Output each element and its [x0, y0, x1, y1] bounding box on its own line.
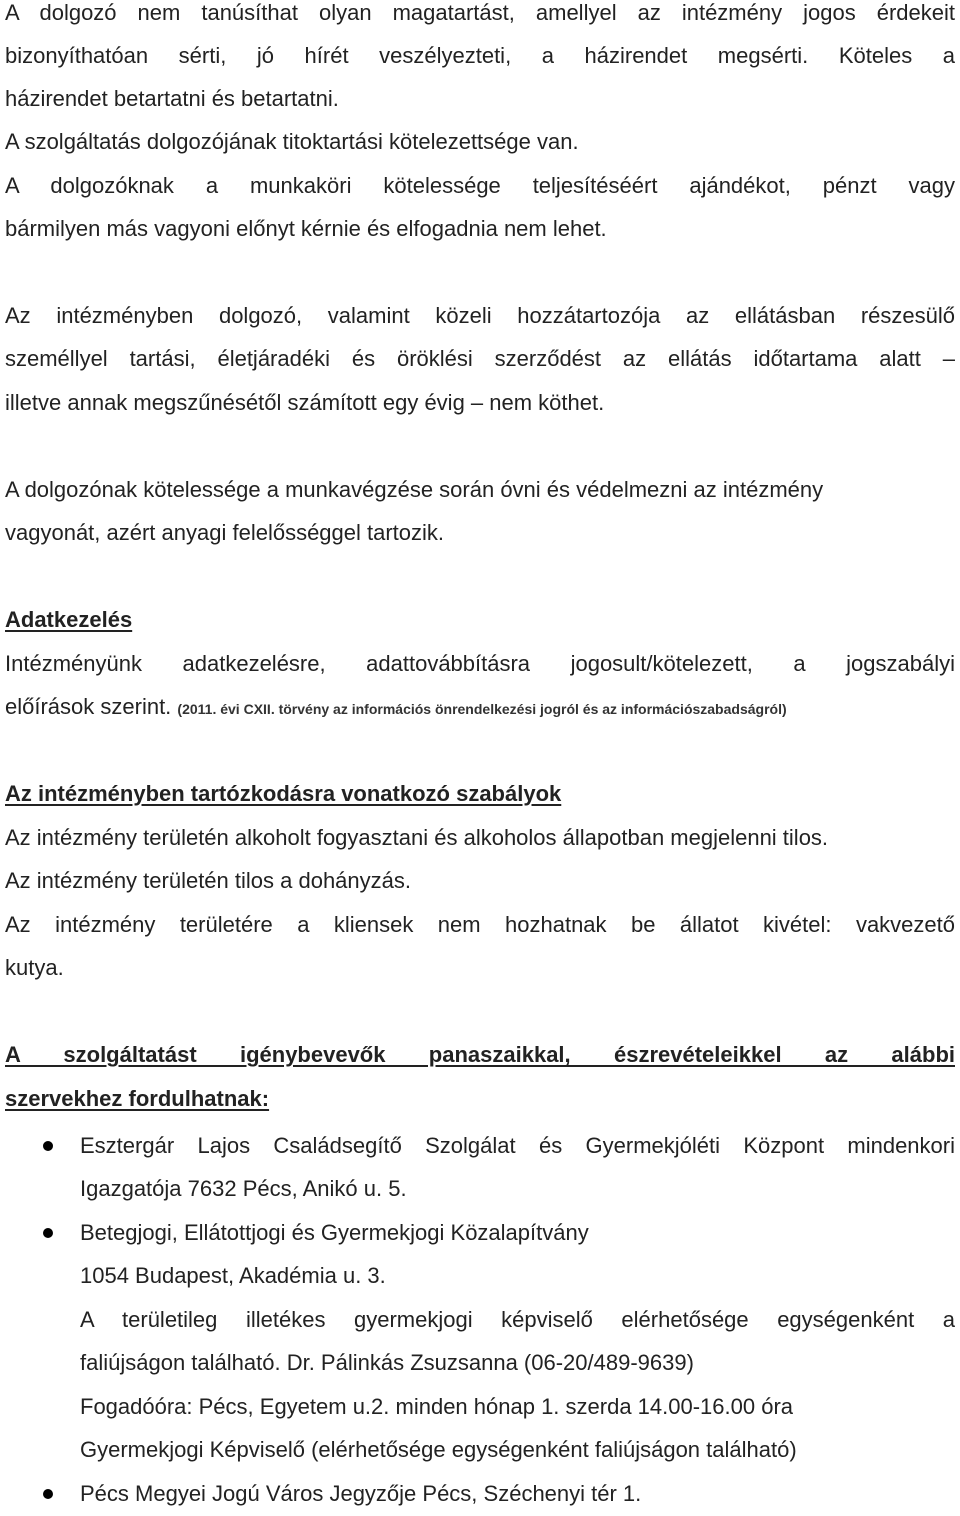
- paragraph-line: A szolgáltatás dolgozójának titoktartási kötelezettsége van.: [5, 129, 579, 154]
- paragraph-line: A dolgozónak kötelessége a munkavégzése során óvni és védelmezni az intézmény: [5, 477, 824, 502]
- list-item-line: Betegjogi, Ellátottjogi és Gyermekjogi Közalapítvány: [80, 1220, 589, 1245]
- paragraph-line: illetve annak megszűnésétől számított egy évig – nem köthet.: [5, 390, 605, 415]
- paragraph-line: Az intézmény területén alkoholt fogyasztani és alkoholos állapotban megjelenni tilos.: [5, 825, 829, 850]
- list-item-line: Pécs Megyei Jogú Város Jegyzője Pécs, Széchenyi tér 1.: [80, 1481, 642, 1506]
- list-item-line: Igazgatója 7632 Pécs, Anikó u. 5.: [80, 1176, 407, 1201]
- list-item-line: Esztergár Lajos Családsegítő Szolgálat és Gyermekjóléti Központ mindenkori: [80, 1133, 955, 1158]
- paragraph-line: személlyel tartási, életjáradéki és öröklési szerződést az ellátás időtartama alatt –: [5, 346, 955, 371]
- paragraph-line: [5, 685, 787, 729]
- paragraph-text: előírások szerint.: [5, 694, 172, 719]
- paragraph-line: vagyonát, azért anyagi felelősséggel tartozik.: [5, 520, 445, 545]
- paragraph-line: Az intézmény területére a kliensek nem hozhatnak be állatot kivétel: vakvezető: [5, 912, 955, 937]
- paragraph-line: kutya.: [5, 955, 64, 980]
- bullet-icon: [43, 1141, 53, 1151]
- section-heading-szabalyok: Az intézményben tartózkodásra vonatkozó szabályok: [5, 781, 562, 806]
- bullet-icon: [43, 1228, 53, 1238]
- paragraph-line: Az intézményben dolgozó, valamint közeli hozzátartozója az ellátásban részesülő: [5, 303, 955, 328]
- paragraph-line: A dolgozó nem tanúsíthat olyan magatartást, amellyel az intézmény jogos érdekeit: [5, 0, 955, 25]
- section-heading-panasz: A szolgáltatást igénybevevők panaszaikkal, észrevételeikkel az alábbi: [5, 1042, 955, 1067]
- list-item-line: 1054 Budapest, Akadémia u. 3.: [80, 1263, 386, 1288]
- paragraph-line: bizonyíthatóan sérti, jó hírét veszélyezteti, a házirendet megsérti. Köteles a: [5, 43, 955, 68]
- paragraph-line: Intézményünk adatkezelésre, adattovábbításra jogosult/kötelezett, a jogszabályi: [5, 651, 955, 676]
- paragraph-line: bármilyen más vagyoni előnyt kérnie és elfogadnia nem lehet.: [5, 216, 607, 241]
- list-item-line: Fogadóóra: Pécs, Egyetem u.2. minden hónap 1. szerda 14.00-16.00 óra: [80, 1394, 794, 1419]
- paragraph-line: Az intézmény területén tilos a dohányzás.: [5, 868, 412, 893]
- list-item-line: A területileg illetékes gyermekjogi képviselő elérhetősége egységenként a: [80, 1307, 955, 1332]
- law-reference: (2011. évi CXII. törvény az információs önrendelkezési jogról és az információszabadságról): [177, 701, 787, 717]
- list-item-line: faliújságon található. Dr. Pálinkás Zsuzsanna (06-20/489-9639): [80, 1350, 694, 1375]
- paragraph-line: házirendet betartatni és betartatni.: [5, 86, 339, 111]
- section-heading-adatkezeles: Adatkezelés: [5, 607, 133, 632]
- bullet-icon: [43, 1489, 53, 1499]
- list-item-line: Gyermekjogi Képviselő (elérhetősége egységenként faliújságon található): [80, 1437, 797, 1462]
- paragraph-line: A dolgozóknak a munkaköri kötelessége teljesítéséért ajándékot, pénzt vagy: [5, 173, 955, 198]
- section-heading-panasz-cont: szervekhez fordulhatnak:: [5, 1086, 270, 1111]
